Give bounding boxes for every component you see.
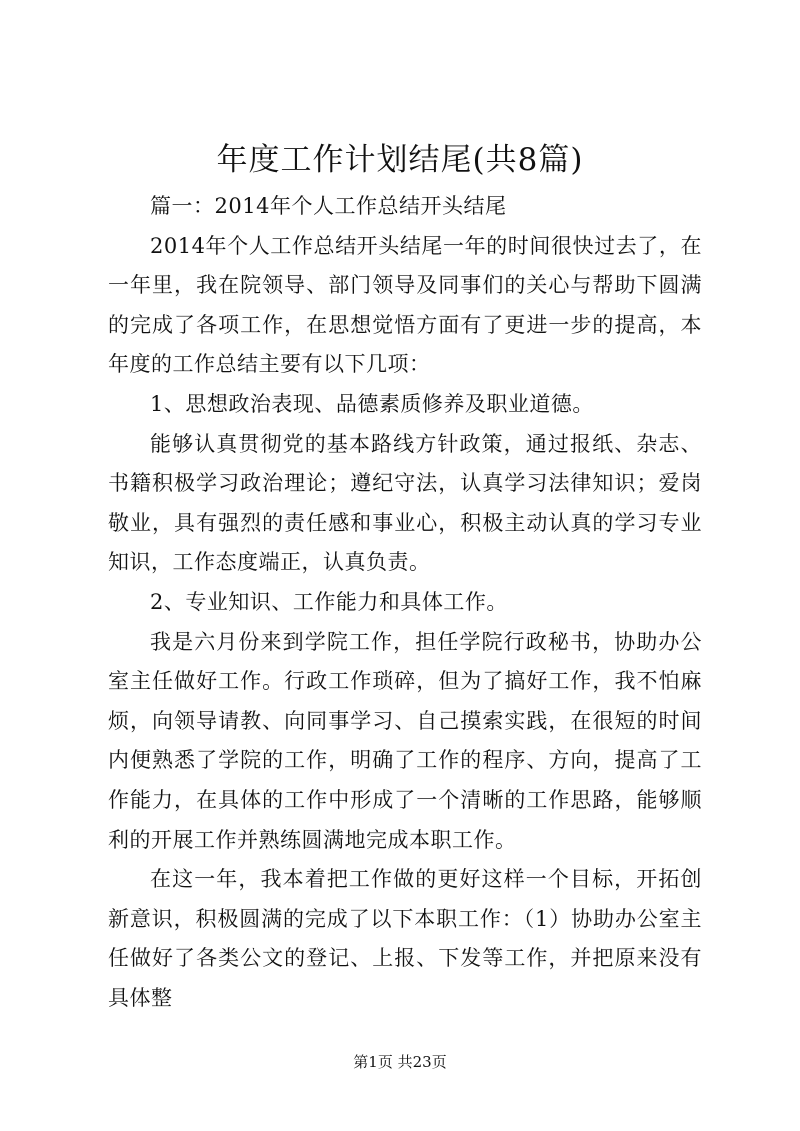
paragraph-6: 在这一年，我本着把工作做的更好这样一个目标，开拓创新意识，积极圆满的完成了以下本职工作：（1）协助办公室主任做好了各类公文的登记、上报、下发等工作，并把原来没有具体整 [108, 867, 702, 1010]
paragraph-2: 1、思想政治表现、品德素质修养及职业道德。 [150, 391, 594, 416]
paragraph-4: 2、专业知识、工作能力和具体工作。 [150, 589, 508, 614]
document-title: 年度工作计划结尾(共8篇) [216, 142, 584, 178]
paragraph-3: 能够认真贯彻党的基本路线方针政策，通过报纸、杂志、书籍积极学习政治理论；遵纪守法，认真学习法律知识；爱岗敬业，具有强烈的责任感和事业心，积极主动认真的学习专业知识，工作态度端正，认真负责。 [108, 431, 702, 575]
paragraph-5: 我是六月份来到学院工作，担任学院行政秘书，协助办公室主任做好工作。行政工作琐碎，但为了搞好工作，我不怕麻烦，向领导请教、向同事学习、自己摸索实践，在很短的时间内便熟悉了学院的工作，明确了工作的程序、方向，提高了工作能力，在具体的工作中形成了一个清晰的工作思路，能够顺利的开展工作并熟练圆满地完成本职工作。 [108, 629, 702, 852]
document-body [108, 187, 702, 1018]
paragraph-1: 2014年个人工作总结开头结尾一年的时间很快过去了，在一年里，我在院领导、部门领导及同事们的关心与帮助下圆满的完成了各项工作，在思想觉悟方面有了更进一步的提高，本年度的工作总结主要有以下几项： [108, 233, 702, 377]
page-footer: 第1页 共23页 [353, 1053, 447, 1071]
section-heading: 篇一：2014年个人工作总结开头结尾 [150, 194, 507, 218]
